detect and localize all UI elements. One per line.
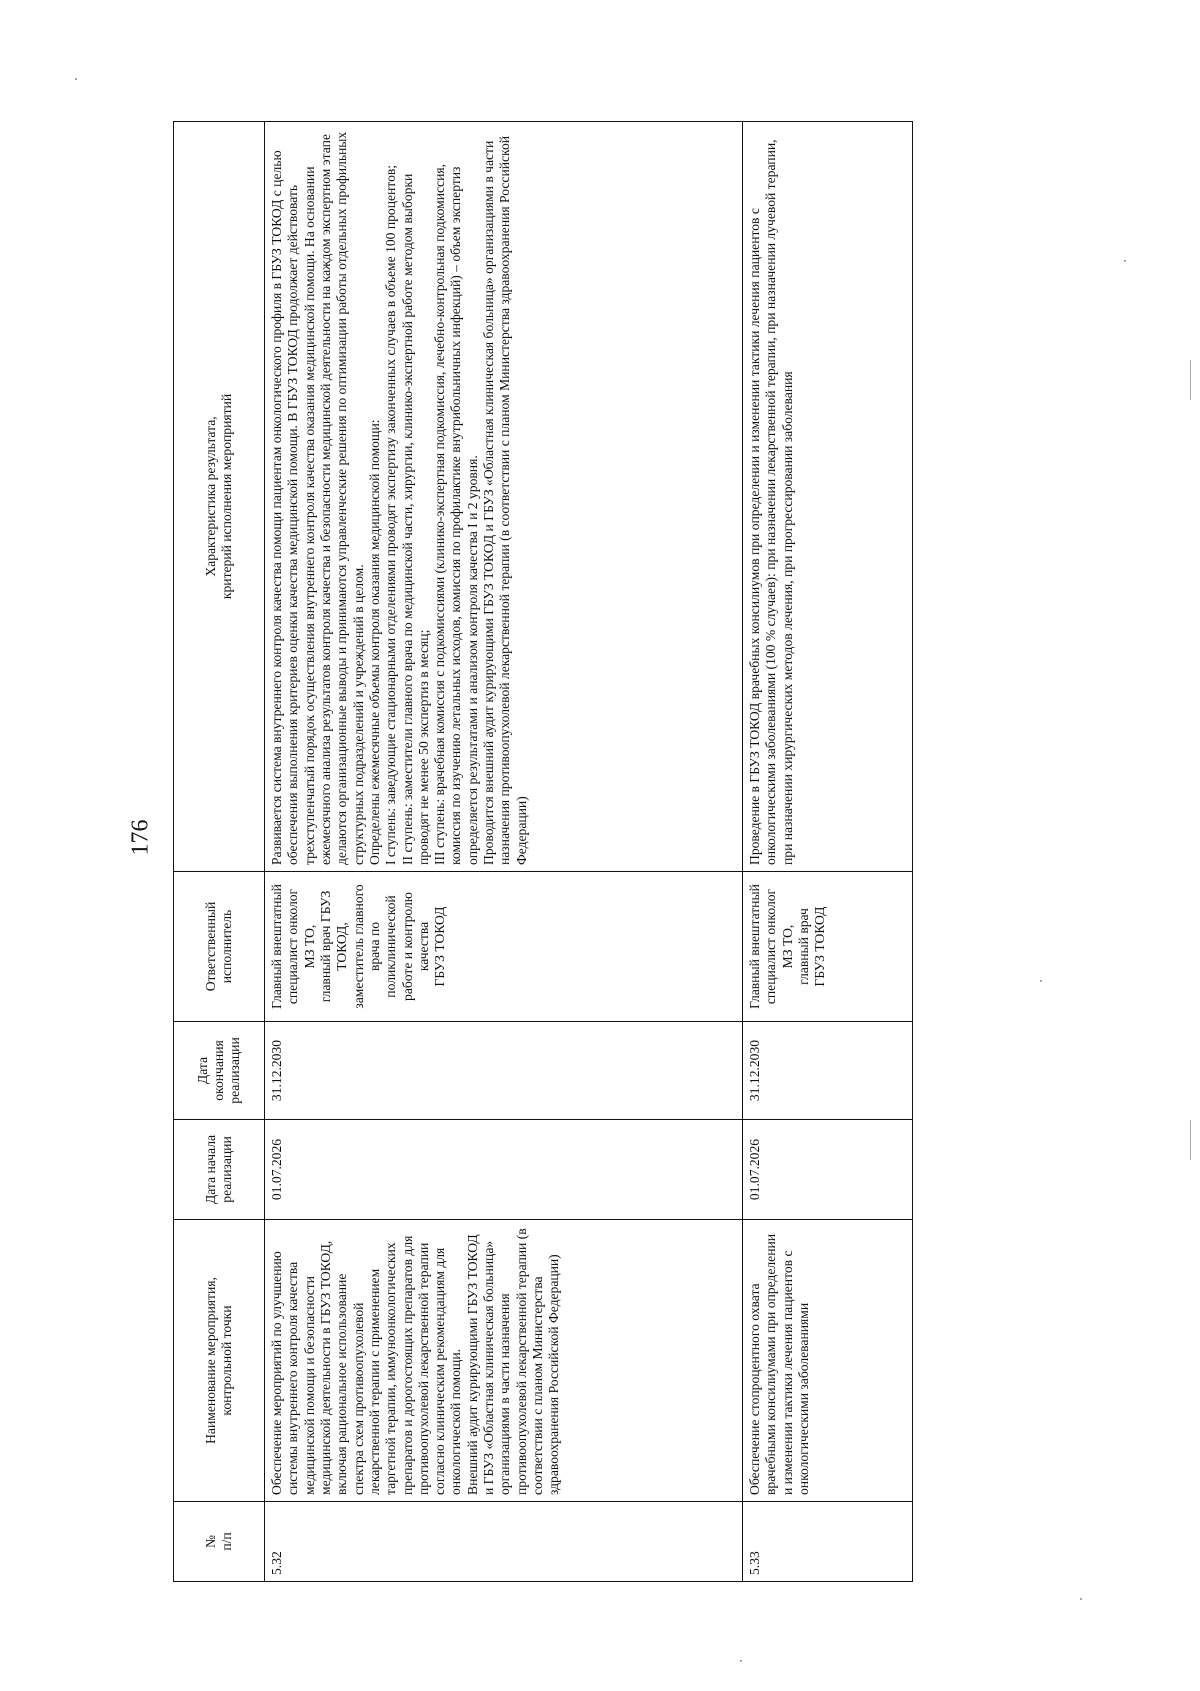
table-row [265, 122, 743, 1582]
text-line: I ступень: заведующие стационарными отделениями проводят экспертизу законченных случаев в объеме 100 процентов; [383, 164, 399, 865]
rotated-table-container [173, 122, 903, 1582]
measures-table [173, 121, 913, 1582]
header-responsible [174, 872, 265, 1022]
result-description [743, 122, 913, 872]
text-line: реализации [219, 1136, 234, 1203]
scan-speck [1040, 980, 1042, 982]
start-date: 01.07.2026 [743, 1120, 913, 1220]
text-line: II ступень: заместители главного врача по медицинской части, хирургии, клинико-экспертной работе методом выборки проводят не менее 50 экспертиз в месяц; [399, 173, 431, 865]
text-line: ГБУЗ ТОКОД [432, 906, 448, 987]
text-line: контрольной точки [219, 1305, 234, 1416]
text-line: Определены ежемесячные объемы контроля оказания медицинской помощи: [366, 419, 382, 865]
text-line: п/п [219, 1532, 234, 1551]
text-line: Главный внештатный специалист онколог МЗ ТО, [747, 884, 795, 1009]
scan-speck [1080, 1598, 1082, 1600]
text-line: критерий исполнения мероприятий [219, 393, 234, 600]
text-line: Обеспечение стопроцентного охвата врачебными консилиумами при определении и изменении тактики лечения пациентов с онкологическими заболеваниями [747, 1233, 811, 1495]
text-line: заместитель главного врача по поликлинической работе и контролю качества [350, 884, 431, 1009]
text-line: Обеспечение мероприятий по улучшению системы внутреннего контроля качества медицинской помощи и безопасности медицинской деятельности в ГБУЗ ТОКОД, включая рациональное использование спектра схем противоопухолевой лекарственной терапии с применением таргетной терапии, иммуноонкологических препаратов и дорогостоящих препаратов для противоопухолевой лекарственной терапии согласно клиническим рекомендациям для онкологической помощи. [269, 1235, 464, 1495]
start-date: 01.07.2026 [265, 1120, 743, 1220]
table-header-row [174, 122, 265, 1582]
header-result [174, 122, 265, 872]
text-line: Дата [194, 1056, 210, 1085]
responsible-executor [743, 872, 913, 1022]
table-row [743, 122, 913, 1582]
text-line: Характеристика результата, [202, 416, 218, 577]
text-line: реализации [227, 1037, 243, 1104]
text-line: Внешний аудит курирующими ГБУЗ ТОКОД и ГБУЗ «Областная клиническая больница» организациями в части назначения противоопухолевой лекарственной терапии (в соответствии с планом Министерства здравоохранения Российской Федерации) [464, 1228, 562, 1495]
header-num [174, 1502, 265, 1582]
scan-speck [1124, 260, 1126, 262]
text-line: Развивается система внутреннего контроля качества помощи пациентам онкологического профиля в ГБУЗ ТОКОД с целью обеспечения выполнения критериев оценки качества медицинской помощи. В ГБУЗ ТОКОД продолжает действовать трехступенчатый порядок осуществления внутреннего контроля качества оказания медицинской помощи. На основании ежемесячного анализа результатов контроля качества и безопасности медицинской деятельности на каждом экспертном этапе делаются организационные выводы и принимаются управленческие решения по оптимизации работы отдельных профильных структурных подразделений и учреждений в целом. [269, 131, 366, 865]
text-line: исполнитель [219, 909, 234, 984]
end-date: 31.12.2030 [743, 1022, 913, 1120]
scan-speck [75, 78, 77, 80]
header-start-date [174, 1120, 265, 1220]
text-line: III ступень: врачебная комиссия с подкомиссиями (клинико-экспертная подкомиссия, лечебно-контрольная подкомиссия, комиссия по изучению летальных исходов, комиссия по профилактике внутрибольничных инфекций) – объем экспертиз определяется результатами и анализом контроля качества I и 2 уровня. [432, 163, 480, 865]
text-line: № [202, 1535, 218, 1548]
text-line: Дата начала [202, 1134, 218, 1205]
text-line: главный врач [795, 908, 811, 985]
measure-name [265, 1220, 743, 1502]
text-line: Главный внештатный специалист онколог МЗ ТО, [269, 884, 317, 1009]
scan-speck [740, 1660, 742, 1662]
scan-edge-mark [1190, 1120, 1191, 1160]
text-line: ГБУЗ ТОКОД [812, 906, 828, 987]
text-line: Наименование мероприятия, [202, 1277, 218, 1444]
text-line: Проведение в ГБУЗ ТОКОД врачебных консилиумов при определении и изменении тактики лечения пациентов с онкологическими заболеваниями (100 % случаев): при назначении лекарственной терапии, при назначении лучевой терапии, при назначении хирургических методов лечения, при прогрессировании заболевания [747, 139, 795, 865]
text-line: Ответственный [202, 901, 218, 992]
page-number: 176 [127, 819, 154, 856]
text-line: главный врач ГБУЗ ТОКОД, [317, 890, 350, 1003]
header-name [174, 1220, 265, 1502]
scan-edge-mark [1190, 360, 1191, 400]
end-date: 31.12.2030 [265, 1022, 743, 1120]
measure-name [743, 1220, 913, 1502]
row-number: 5.33 [743, 1502, 913, 1582]
text-line: Проводится внешний аудит курирующими ГБУЗ ТОКОД и ГБУЗ «Областная клиническая больница» организациями в части назначения противоопухолевой лекарственной терапии (в соответствии с планом Министерства здравоохранения Российской Федерации) [481, 135, 529, 865]
result-description [265, 122, 743, 872]
header-end-date [174, 1022, 265, 1120]
responsible-executor [265, 872, 743, 1022]
text-line: окончания [210, 1040, 226, 1101]
row-number: 5.32 [265, 1502, 743, 1582]
